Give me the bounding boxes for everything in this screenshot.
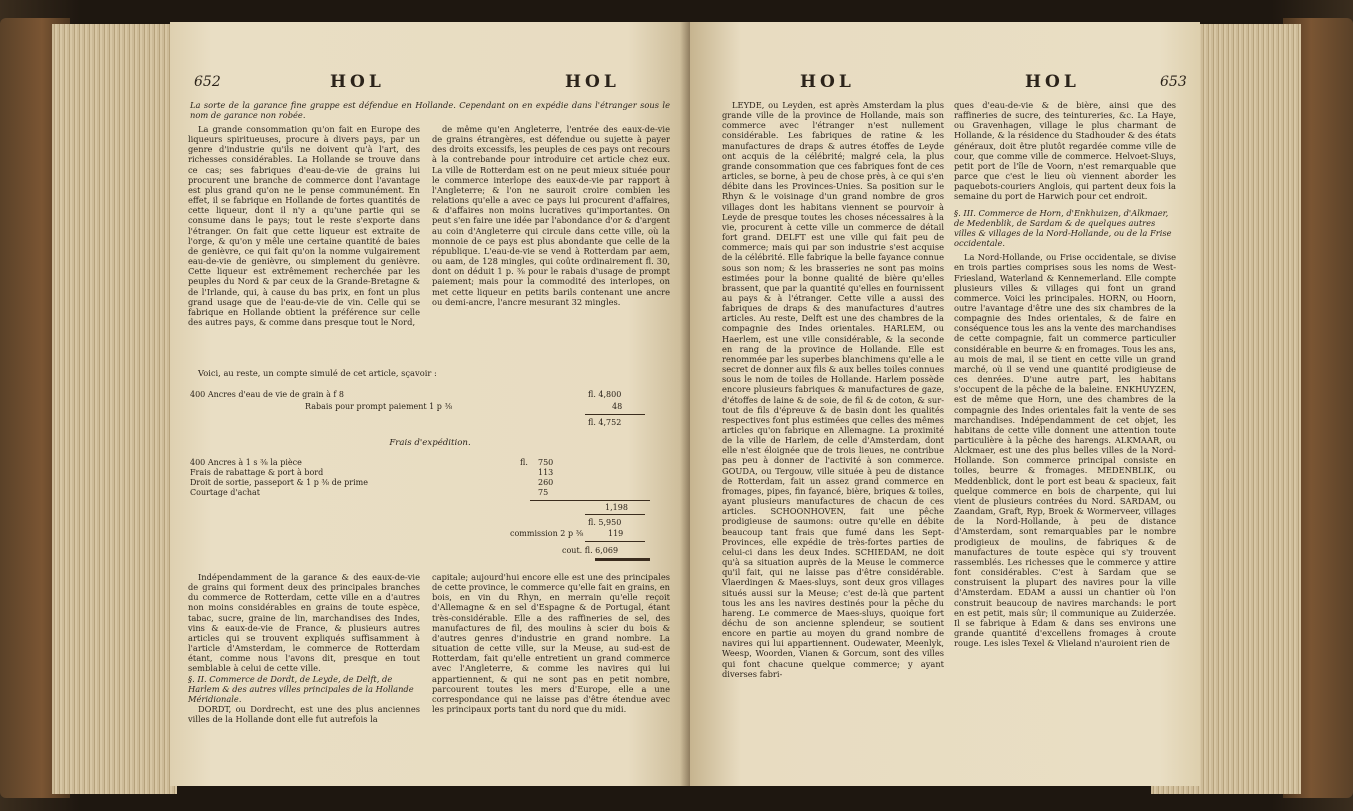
- right-page-number: 653: [1160, 74, 1187, 90]
- left-page-number: 652: [194, 74, 221, 90]
- paragraph-capitale: capitale; aujourd'hui encore elle est une des principales de cette province, le commerce qu'elle fait en grains, en bois, en vin du Rhyn, en merrain qu'elle reçoit d'Allemagne & en sel d'Espagne & de Portugal, étant très-considérable. Elle a des raffineries de sel, des manufactures de fil, des moulins à scier du bois & d'autres genres d'industrie en grand nombre. La situation de cette ville, sur la Meuse, au sud-est de Rotterdam, fait qu'elle entretient un grand commerce avec l'Angleterre, & comme les navires qui lui appartiennent, & qui ne sont pas en petit nombre, parcourent toutes les mers d'Europe, elle a une correspondance qui ne laisse pas d'être étendue avec les principaux ports tant du nord que du midi.: [432, 572, 670, 715]
- account-double-rule: [595, 558, 650, 561]
- frais-rule: [530, 500, 650, 501]
- account-intro: [188, 368, 668, 378]
- frais-title: Frais d'expédition.: [389, 438, 471, 448]
- account-line-2: Rabais pour prompt paiement 1 p ⅜: [305, 402, 453, 411]
- left-running-head-2: HOL: [565, 72, 620, 92]
- intro-note: La sorte de la garance fine grappe est défendue en Hollande. Cependant on en expédie dans l'étranger sous le nom de garance non robée.: [190, 100, 670, 121]
- account-intro-text: Voici, au reste, un compte simulé de cet article, sçavoir :: [198, 368, 437, 378]
- frais-total: 1,198: [605, 503, 628, 512]
- account-line-2-value: 48: [612, 402, 623, 411]
- account-table: [190, 390, 660, 570]
- right-page: [690, 22, 1200, 786]
- commission-label: commission 2 p ⅜: [510, 529, 584, 538]
- account-rule-3: [585, 541, 645, 542]
- paragraph-leyde: LEYDE, ou Leyden, est après Amsterdam la plus grande ville de la province de Hollande, mais son commerce avec l'étranger n'est nullement considérable. Les fabriques de ratine & les manufactures de draps & autres étoffes de Leyde ont acquis de la célébrité; malgré cela, la plus grande consommation que ces fabriques font de ces articles, se borne, à peu de chose près, à ce qui s'en débite dans les Provinces-Unies. Sa position sur le Rhyn & le voisinage d'un grand nombre de gros villages dont les habitans viennent se pourvoir à Leyde de presque toutes les choses nécessaires à la vie, procurent à cette ville un commerce de détail fort grand. DELFT est une ville qui fait peu de commerce; mais qui par son industrie s'est acquise de la célébrité. Elle fabrique la belle fayance connue sous son nom; & les brasseries ne sont pas moins estimées pour la bonne qualité de bière qu'elles brassent, que par la quantité qu'elles en fournissent au pays & à l'étranger. Cette ville a aussi des fabriques de draps & des manufactures d'autres articles. Au reste, Delft est une des chambres de la compagnie des Indes orientales. HARLEM, ou Haerlem, est une ville considérable, & la seconde en rang de la province de Hollande. Elle est renommée par les superbes blanchimens qu'elle a le secret de donner aux fils & aux belles toiles connues sous le nom de toiles de Hollande. Harlem possède encore plusieurs fabriques & manufactures de gaze, d'étoffes de laine & de soie, de fil & de coton, & sur-tout de fils d'épreuve & de basin dont les qualités respectives font plus estimées que celles des mêmes articles qu'on fabrique en Allemagne. La proximité de la ville de Harlem, de celle d'Amsterdam, dont elle n'est éloignée que de trois lieues, ne contribue pas peu à donner de l'activité à son commerce. GOUDA, ou Tergouw, ville située à peu de distance de Rotterdam, fait un assez grand commerce en fromages, pipes, fin fayancé, bière, briques & toiles, ayant plusieurs manufactures de chacun de ces articles. SCHOONHOVEN, fait une pêche prodigieuse de saumons: outre qu'elle en débite beaucoup tant frais que fumé dans les Sept-Provinces, elle expédie de très-fortes parties de celui-ci dans les deux Indes. SCHIEDAM, ne doit qu'à sa situation auprès de la Meuse le commerce qu'il fait, qui ne laisse pas d'être considérable. Vlaerdingen & Maes-sluys, sont deux gros villages situés aussi sur la Meuse; c'est de-là que partent tous les ans les navires destinés pour la pêche du hareng. Le commerce de Maes-sluys, quoique fort déchu de son ancienne splendeur, se soutient encore en partie au moyen du grand nombre de navires qui lui appartiennent. Oudewater, Meenlyk, Weesp, Woorden, Vianen & Gorcum, sont des villes qui font chacune quelque commerce; y ayant diverses fabri-: [722, 100, 944, 679]
- right-column-1: [722, 100, 944, 679]
- right-running-head-1: HOL: [800, 72, 855, 92]
- account-cost-total: cout. fl. 6,069: [562, 546, 619, 555]
- frais-label-1: 400 Ancres à 1 s ⅜ la pièce: [190, 458, 302, 467]
- paragraph-dordt: DORDT, ou Dordrecht, est une des plus anciennes villes de la Hollande dont elle fut autrefois la: [188, 704, 420, 725]
- frais-label-3: Droit de sortie, passeport & 1 p ⅜ de prime: [190, 478, 368, 487]
- left-column-4: [432, 572, 670, 714]
- left-running-head-1: HOL: [330, 72, 385, 92]
- paragraph-independamment: Indépendamment de la garance & des eaux-de-vie de grains qui forment deux des principales branches du commerce de Rotterdam, cette ville en a d'autres non moins considérables en grains de toute espèce, tabac, sucre, graine de lin, marchandises des Indes, vins & eaux-de-vie de France, & plusieurs autres articles qui se trouvent expliqués suffisamment à l'article d'Amsterdam, le commerce de Rotterdam étant, comme nous l'avons dit, presque en tout semblable à celui de cette ville.: [188, 572, 420, 674]
- right-running-head-2: HOL: [1025, 72, 1080, 92]
- frais-label-4: Courtage d'achat: [190, 488, 261, 497]
- left-column-2: [432, 124, 670, 307]
- frais-label-2: Frais de rabattage & port à bord: [190, 468, 324, 477]
- right-column-2: [954, 100, 1176, 648]
- left-column-1: [188, 124, 420, 327]
- paragraph-nord-hollande: La Nord-Hollande, ou Frise occidentale, se divise en trois parties comprises sous les noms de West-Friesland, Waterland & Kennemerland. Elle compte plusieurs villes & villages qui font un grand commerce. Voici les principales. HORN, ou Hoorn, outre l'avantage d'être une des six chambres de la compagnie des Indes orientales, & de faire en conséquence tous les ans la vente des marchandises de cette compagnie, fait un commerce particulier considérable en beurre & en fromages. Tous les ans, au mois de mai, il se tient en cette ville un grand marché, où il se vend une quantité prodigieuse de ces denrées. D'une autre part, les habitans s'occupent de la pêche de la baleine. ENKHUYZEN, est de même que Horn, une des chambres de la compagnie des Indes orientales fait la vente de ses marchandises. Indépendamment de cet objet, les habitans de cette ville donnent une attention toute particulière à la pêche des harengs. ALKMAAR, ou Alckmaer, est une des plus belles villes de la Nord-Hollande. Son commerce principal consiste en toiles, beurre & fromages. MEDENBLIK, ou Meddenblick, dont le port est beau & spacieux, fait quelque commerce en bois de charpente, qui lui vient de plusieurs contrées du Nord. SARDAM, ou Zaandam, Graft, Ryp, Broek & Wormerveer, villages de la Nord-Hollande, à peu de distance d'Amsterdam, sont remarquables par le nombre prodigieux de moulins, de fabriques & de manufactures de toute espèce qui s'y trouvent rassemblés. Les richesses que le commerce y attire font considérables. C'est à Sardam que se construisent la plupart des navires pour la ville d'Amsterdam. EDAM a aussi un chantier où l'on construit beaucoup de navires marchands: le port en est petit, mais sûr; il communique au Zuiderzée. Il se fabrique à Edam & dans ses environs une grande quantité d'excellens fromages à croute rouge. Les isles Texel & Vlieland n'auroient rien de: [954, 252, 1176, 649]
- left-page: [170, 22, 690, 786]
- paragraph-brandy: La grande consommation qu'on fait en Europe des liqueurs spiritueuses, procure à divers pays, par un genre d'industrie qu'ils ne doivent qu'à l'art, des richesses considérables. La Hollande se trouve dans ce cas; ses fabriques d'eau-de-vie de grains lui procurent une branche de commerce dont l'avantage est plus grand qu'on ne le pense communément. En effet, il se fabrique en Hollande de fortes quantités de cette liqueur, dont il n'y a qu'une partie qui se consume dans le pays; tout le reste s'exporte dans l'étranger. On fait que cette liqueur est extraite de l'orge, & qu'on y mêle une certaine quantité de baies de genièvre, ce qui fait qu'on la nomme vulgairement eau-de-vie de genièvre, ou simplement du genièvre. Cette liqueur est extrêmement recherchée par les peuples du Nord & par ceux de la Grande-Bretagne & de l'Irlande, qui, à cause du bas prix, en font un plus grand usage que de l'eau-de-vie de vin. Celle qui se fabrique en Hollande obtient la préférence sur celle des autres pays, & comme dans presque tout le Nord,: [188, 124, 420, 327]
- section-2-heading: §. II. Commerce de Dordt, de Leyde, de Delft, de Harlem & des autres villes principales de la Hollande Méridionale.: [188, 673, 414, 704]
- frais-prefix-1: fl.: [520, 458, 528, 467]
- frais-value-3: 260: [538, 478, 554, 487]
- account-subtotal-1: fl. 4,752: [588, 418, 622, 427]
- commission-value: 119: [608, 529, 624, 538]
- paragraph-la-haye: ques d'eau-de-vie & de bière, ainsi que des raffineries de sucre, des teintureries, &c. La Haye, ou Gravenhagen, village le plus charmant de Hollande, & la résidence du Stadhouder & des états généraux, doit être plutôt regardée comme ville de cour, que comme ville de commerce. Helvoet-Sluys, petit port de l'île de Voorn, n'est remarquable que parce que c'est le lieu où viennent aborder les paquebots-couriers Anglois, qui partent deux fois la semaine du port de Harwich pour cet endroit.: [954, 100, 1176, 202]
- account-line-1-value: fl. 4,800: [588, 390, 622, 399]
- page-edges-left: [52, 24, 177, 794]
- account-rule-2: [585, 514, 645, 515]
- frais-value-4: 75: [538, 488, 549, 497]
- frais-value-1: 750: [538, 458, 554, 467]
- frais-value-2: 113: [538, 468, 554, 477]
- section-3-heading: §. III. Commerce de Horn, d'Enkhuizen, d'Alkmaer, de Medenblik, de Sardam & de quelques autres villes & villages de la Nord-Hollande, ou de la Frise occidentale.: [954, 207, 1172, 249]
- account-line-1: 400 Ancres d'eau de vie de grain à f 8: [190, 390, 344, 399]
- left-column-3: [188, 572, 420, 724]
- account-rule-1: [585, 414, 645, 415]
- paragraph-rotterdam: de même qu'en Angleterre, l'entrée des eaux-de-vie de grains étrangères, est défendue ou sujette à payer des droits excessifs, les peuples de ces pays ont recours à la contrebande pour introduire cet article chez eux. La ville de Rotterdam est on ne peut mieux située pour le commerce interlope des eaux-de-vie par rapport à l'Angleterre; & l'on ne sauroit croire combien les relations qu'elle a avec ce pays lui procurent d'affaires, & d'affaires non moins lucratives qu'importantes. On peut s'en faire une idée par l'abondance d'or & d'argent au coin d'Angleterre qui circule dans cette ville, où la monnoie de ce pays est plus abondante que celle de la république. L'eau-de-vie se vend à Rotterdam par aem, ou aam, de 128 mingles, qui coûte ordinairement fl. 30, dont on déduit 1 p. ⅜ pour le rabais d'usage de prompt paiement; mais pour la commodité des interlopes, on met cette liqueur en petits barils contenant une ancre ou demi-ancre, l'ancre mesurant 32 mingles.: [432, 124, 670, 307]
- account-subtotal-2: fl. 5,950: [588, 518, 622, 527]
